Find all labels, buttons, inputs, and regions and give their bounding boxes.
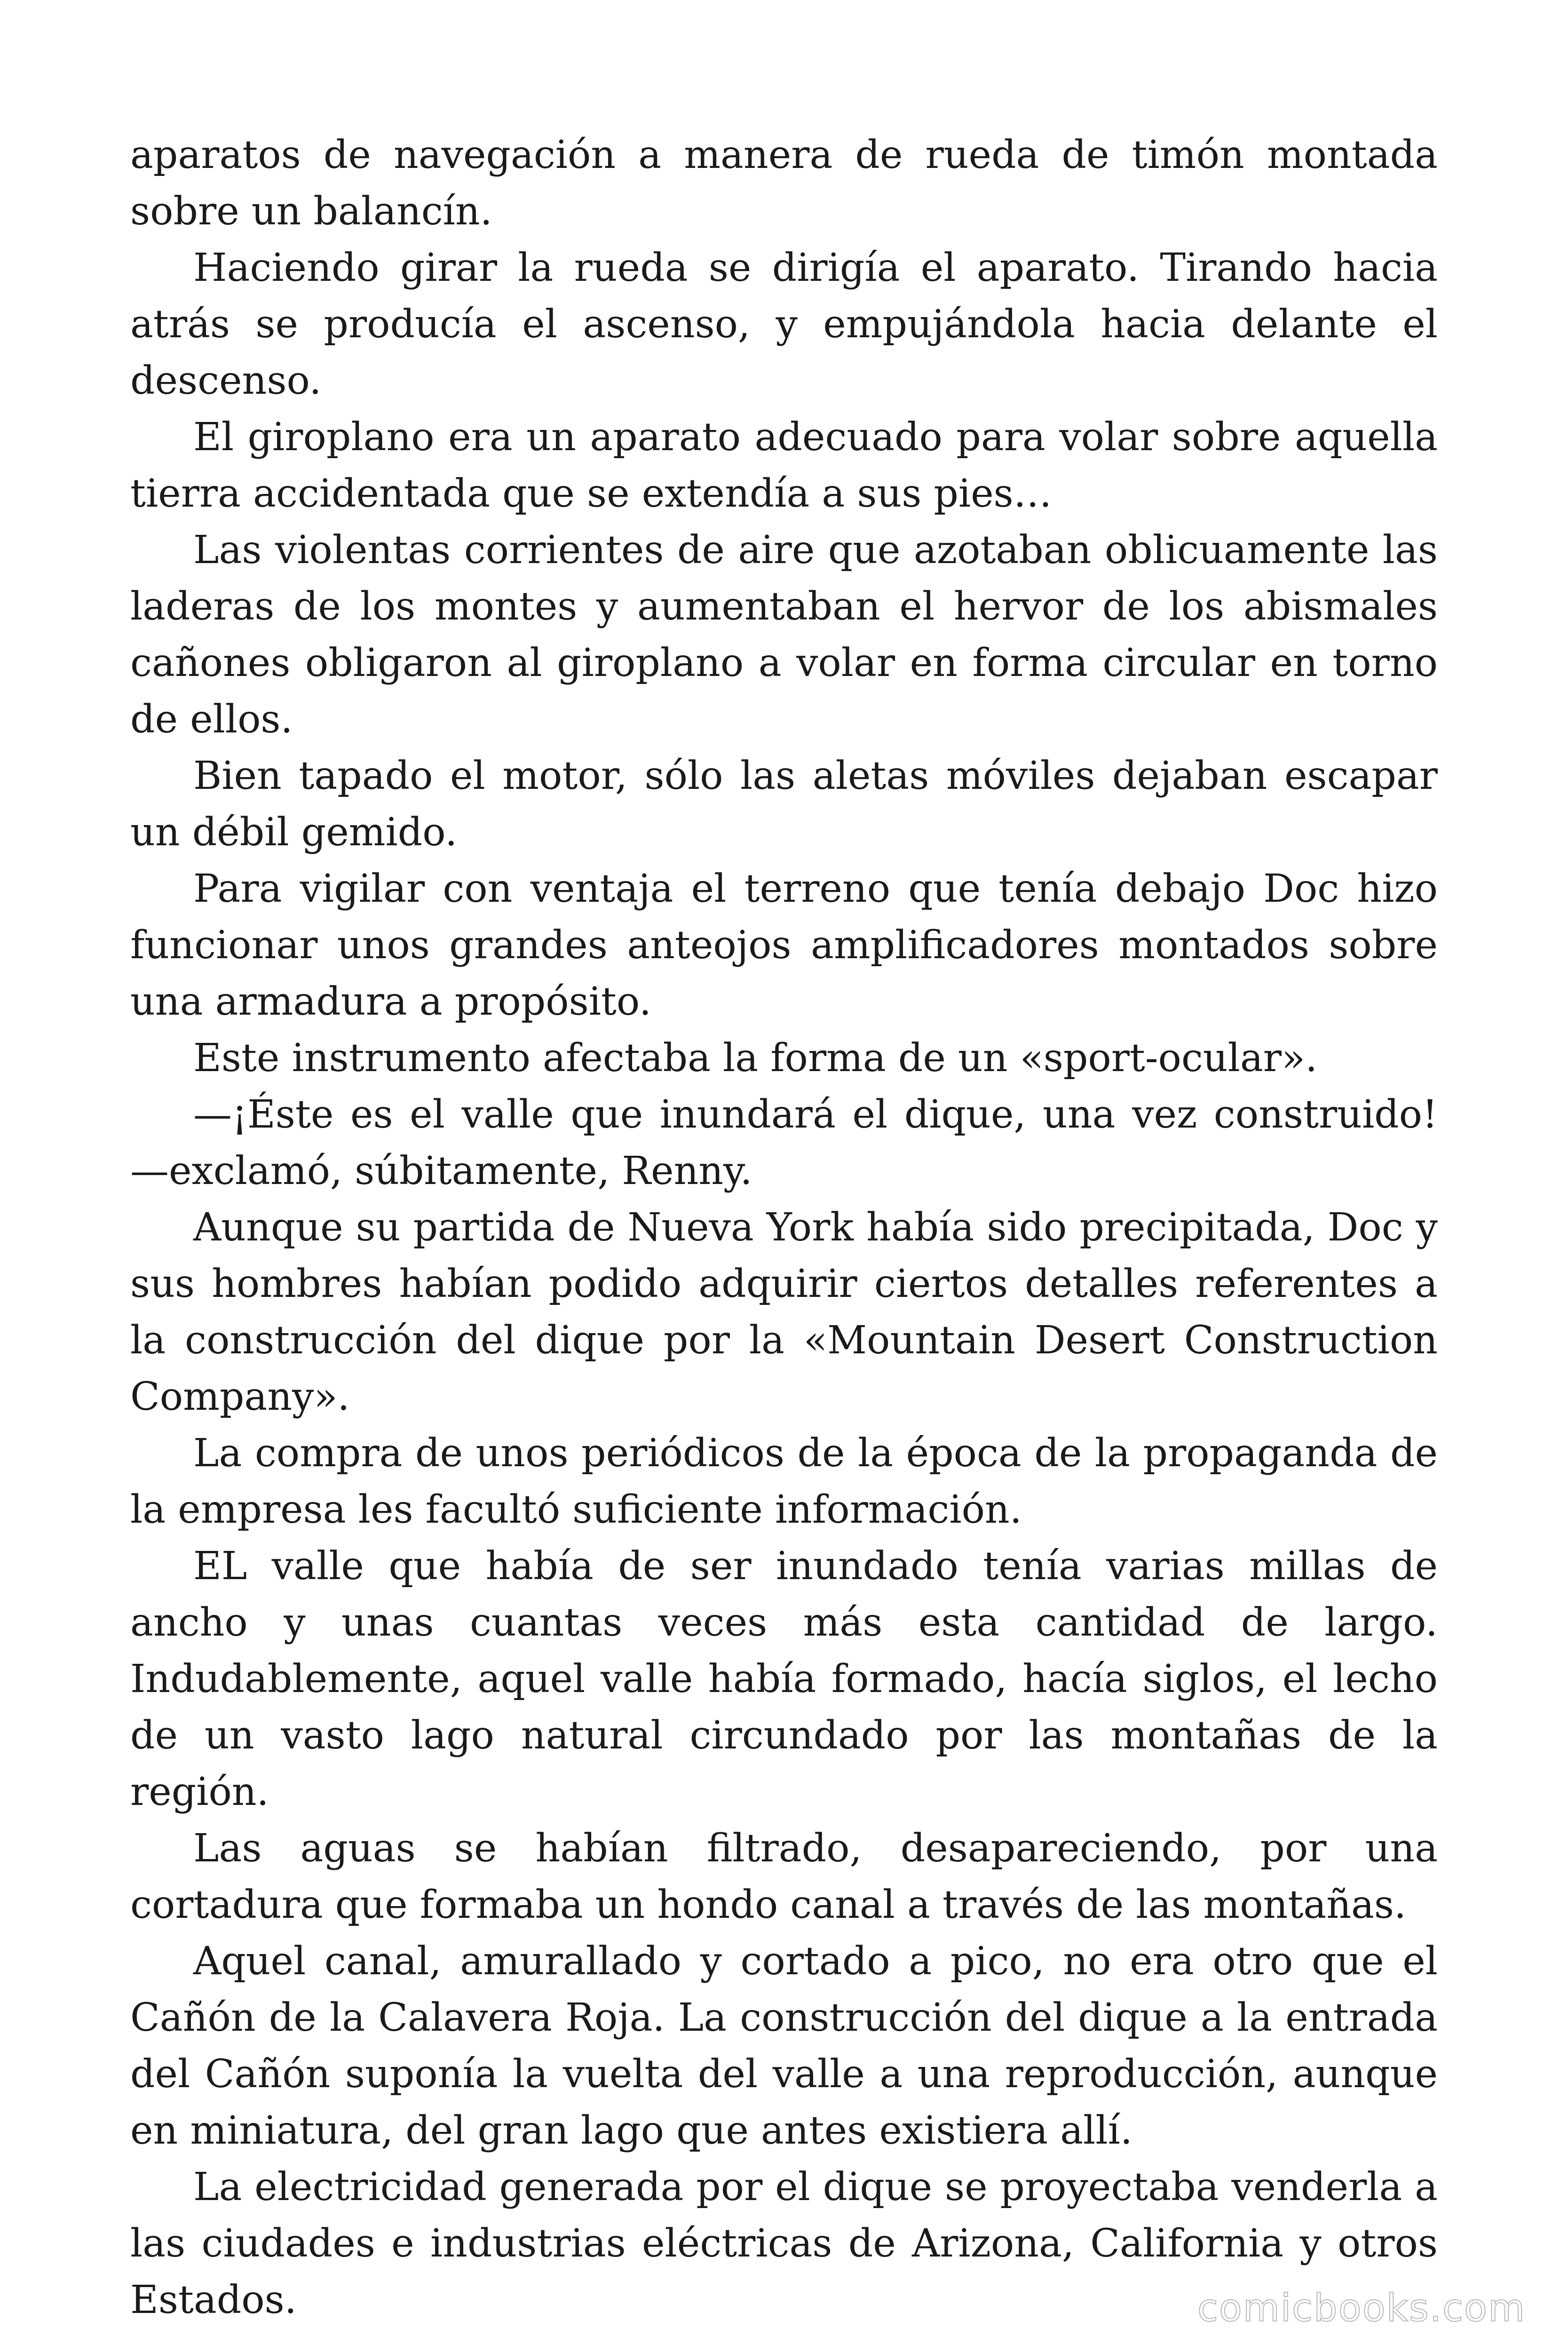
watermark: comicbooks.com (1197, 2286, 1526, 2330)
paragraph: Bien tapado el motor, sólo las aletas móviles dejaban escapar un débil gemido. (130, 754, 1438, 855)
paragraph: Para vigilar con ventaja el terreno que tenía debajo Doc hizo funcionar unos grandes anteojos amplificadores montados sobre una armadura a propósito. (130, 866, 1438, 1024)
paragraph: La electricidad generada por el dique se proyectaba venderla a las ciudades e industrias eléctricas de Arizona, California y otros Estados. (130, 2165, 1438, 2322)
paragraph: Aunque su partida de Nueva York había sido precipitada, Doc y sus hombres habían podido adquirir ciertos detalles referentes a la construcción del dique por la «Mountain Desert Construction Company». (130, 1205, 1438, 1419)
paragraph: El giroplano era un aparato adecuado para volar sobre aquella tierra accidentada que se extendía a sus pies… (130, 415, 1438, 516)
dialogue-paragraph: —¡Éste es el valle que inundará el dique, una vez construido! —exclamó, súbitamente, Renny. (130, 1092, 1438, 1193)
paragraph: Este instrumento afectaba la forma de un «sport-ocular». (193, 1036, 1318, 1081)
paragraph: Las aguas se habían filtrado, desapareciendo, por una cortadura que formaba un hondo canal a través de las montañas. (130, 1826, 1438, 1927)
page-body-text (130, 127, 1438, 2328)
paragraph: EL valle que había de ser inundado tenía varias millas de ancho y unas cuantas veces más esta cantidad de largo. Indudablemente, aquel valle había formado, hacía siglos, el lecho de un vasto lago natural circundado por las montañas de la región. (130, 1544, 1438, 1814)
paragraph: Aquel canal, amurallado y cortado a pico, no era otro que el Cañón de la Calavera Roja. La construcción del dique a la entrada del Cañón suponía la vuelta del valle a una reproducción, aunque en miniatura, del gran lago que antes existiera allí. (130, 1939, 1438, 2153)
paragraph: Haciendo girar la rueda se dirigía el aparato. Tirando hacia atrás se producía el ascenso, y empujándola hacia delante el descenso. (130, 246, 1438, 403)
paragraph-continuation: aparatos de navegación a manera de rueda de timón montada sobre un balancín. (130, 133, 1438, 234)
paragraph: Las violentas corrientes de aire que azotaban oblicuamente las laderas de los montes y aumentaban el hervor de los abismales cañones obligaron al giroplano a volar en forma circular en torno de ellos. (130, 528, 1438, 742)
paragraph: La compra de unos periódicos de la época de la propaganda de la empresa les facultó suficiente información. (130, 1431, 1438, 1532)
